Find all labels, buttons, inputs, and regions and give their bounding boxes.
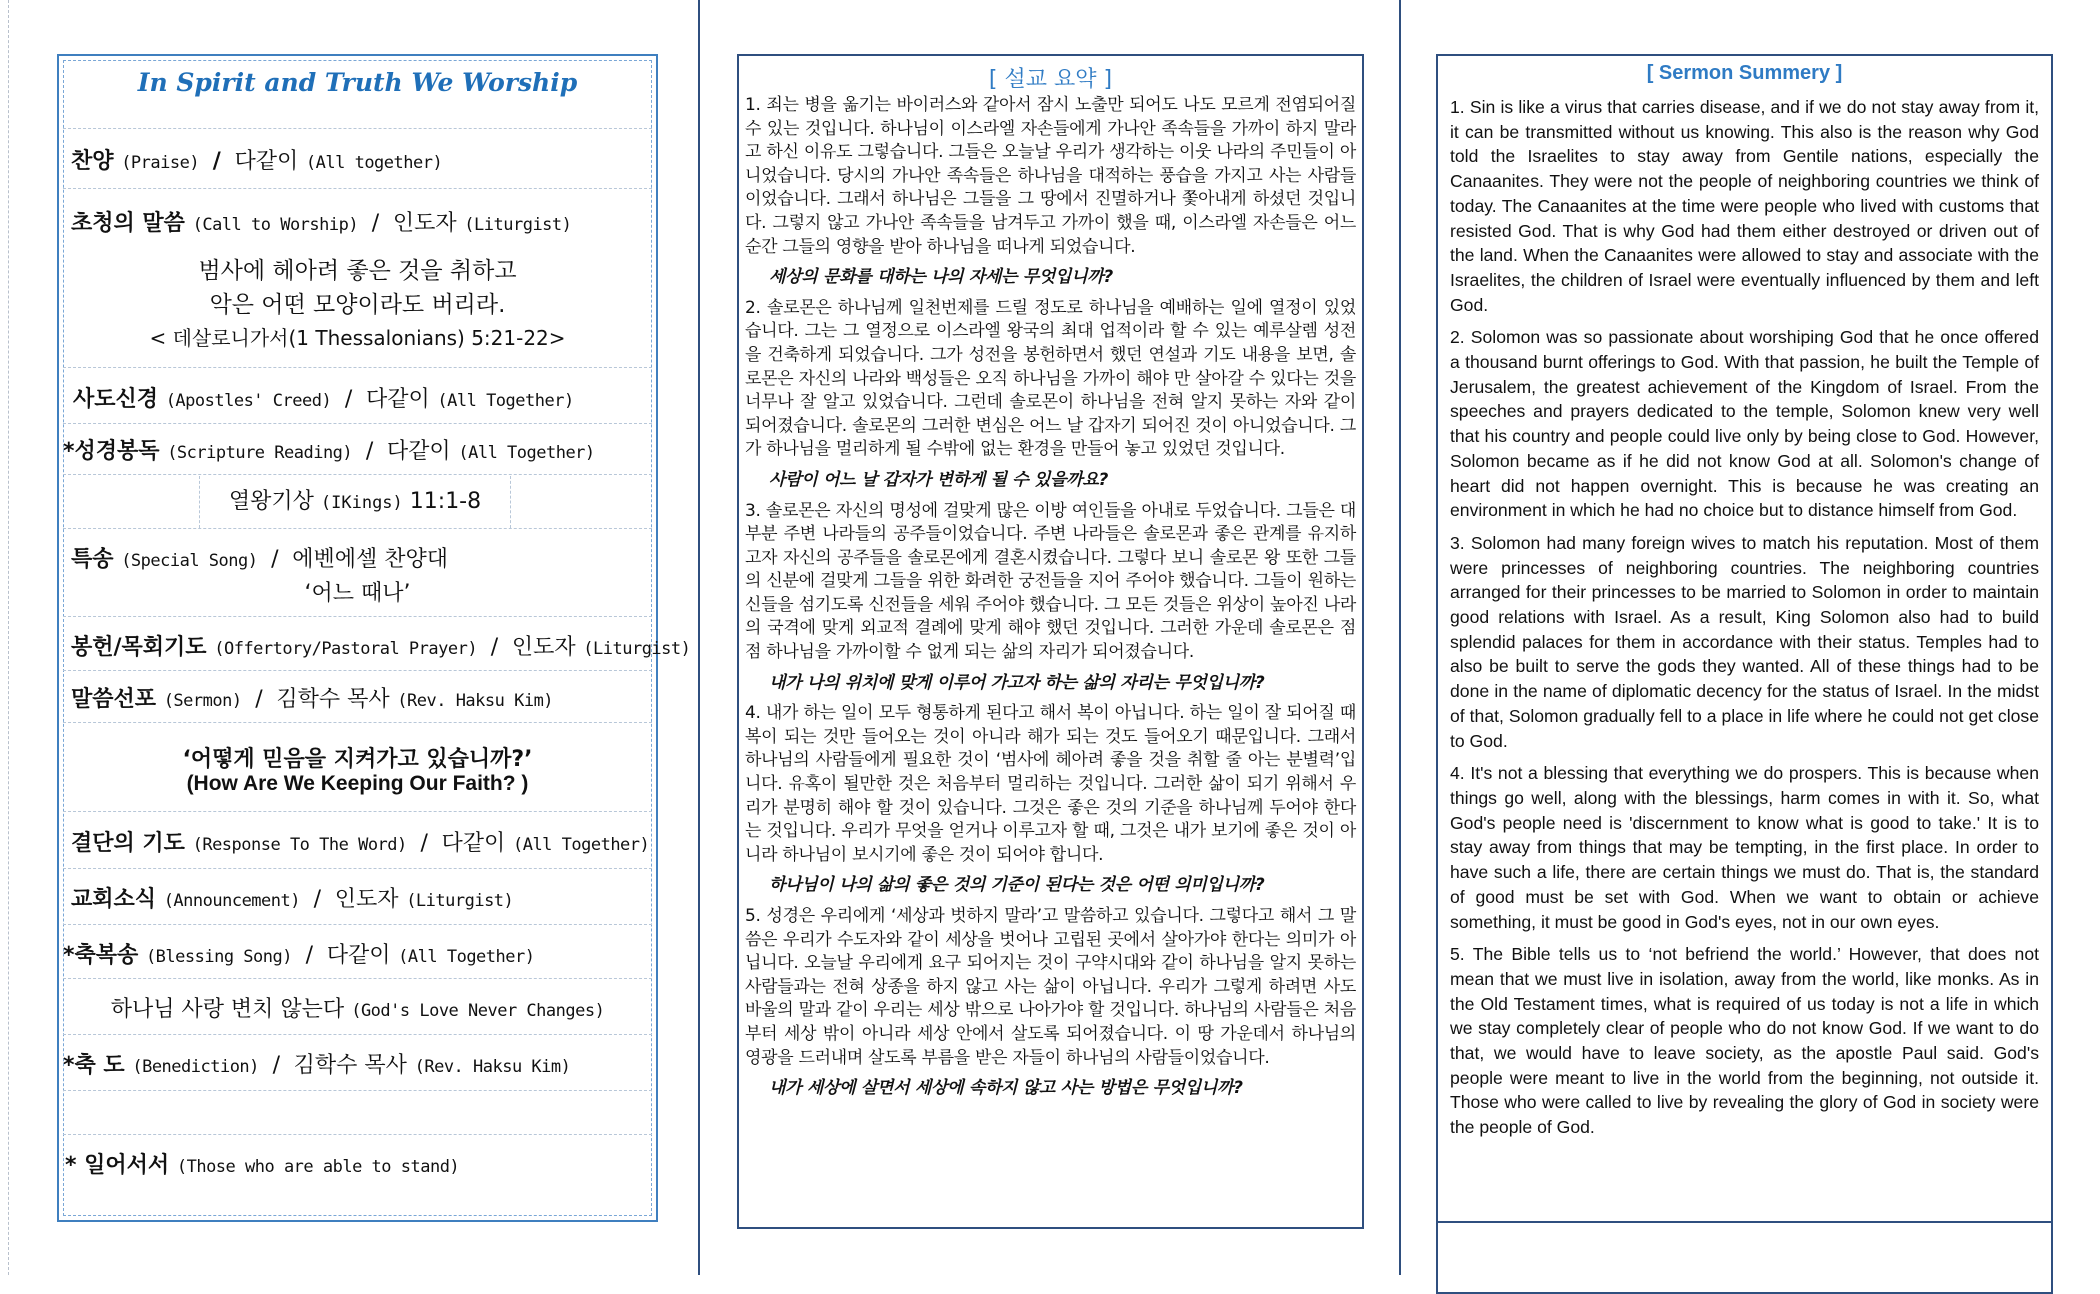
korean-summary-panel [737,54,1364,1229]
creed-leader: 다같이 [365,387,430,412]
creed-label-en: (Apostles' Creed) [165,391,332,411]
english-summary-panel [1436,54,2053,1294]
korean-paragraph-3: 3. 솔로몬은 자신의 명성에 걸맞게 많은 이방 여인들을 아내로 두었습니다. 그들은 대부분 주변 나라들의 공주들이었습니다. 주변 나라들은 솔로몬과 좋은 관계를 유지하고자 자신의 공주들을 솔로몬에게 결혼시켰습니다. 그렇다 보니 솔로몬 왕 또한 그들의 신분에 걸맞게 그들을 위한 화려한 궁전들을 지어 주어야 했습니다. 그들이 원하는 신들을 섬기도록 신전들을 세워 주어야 했습니다. 그 모든 것들은 위상이 높아진 나라의 국격에 맞게 외교적 결례에 맞게 해야 했던 것입니다. 그러한 가운데 솔로몬은 점점 하나님을 가까이할 수 없게 되는 삶의 자리가 되어졌습니다. [745,500,1356,663]
praise-label-en: (Praise) [121,153,200,173]
blessing-song-en: (God's Love Never Changes) [351,1001,605,1021]
special-label-en: (Special Song) [121,551,258,571]
korean-summary-body [745,94,1356,1108]
reading-leader: 다같이 [386,439,451,464]
divider [63,670,652,671]
stand-note-row [65,1148,646,1179]
special-choir: 에벤에셀 찬양대 [292,547,449,572]
reading-label: *성경봉독 [63,439,160,464]
separator: / [490,635,499,660]
scripture-reading-row [63,434,646,465]
reading-label-en: (Scripture Reading) [167,443,353,463]
korean-question-5: 내가 세상에 살면서 세상에 속하지 않고 사는 방법은 무엇입니까? [769,1078,1243,1099]
divider [63,188,652,189]
divider [63,978,652,979]
order-title: In Spirit and Truth We Worship [137,68,578,97]
call-leader: 인도자 [392,211,457,236]
response-label: 결단의 기도 [71,831,185,856]
response-label-en: (Response To The Word) [192,835,407,855]
separator: / [271,547,279,572]
korean-paragraph-2: 2. 솔로몬은 하나님께 일천번제를 드릴 정도로 하나님을 예배하는 일에 열정이 있었습니다. 그는 그 열정으로 이스라엘 왕국의 최대 업적이라 할 수 있는 예루살렘 성전을 건축하게 되었습니다. 그가 성전을 봉헌하면서 했던 연설과 기도 내용을 보면, 솔로몬은 자신의 나라와 백성들은 오직 하나님을 가까이 해야 만 살아갈 수 있다는 것을 너무나 잘 알고 있었습니다. 그런데 솔로몬이 하나님을 전혀 알지 못하는 자와 같이 되어졌습니다. 솔로몬의 그러한 변심은 어느 날 갑자기 되어진 것이 아니었습니다. 그가 하나님을 멀리하게 될 수밖에 없는 환경을 만들어 놓고 있었던 것입니다. [745,297,1356,460]
separator: / [365,439,374,464]
sermon-label: 말씀선포 [71,687,157,712]
divider [63,528,652,529]
passage-ref: 11:1-8 [409,489,482,514]
separator: / [212,149,221,174]
reading-leader-en: (All Together) [458,443,595,463]
offertory-leader: 인도자 [511,635,576,660]
sermon-row [71,682,646,713]
blessing-label: *축복송 [63,943,139,968]
english-paragraph-4: 4. It's not a blessing that everything we do prospers. This is because when things go well, along with the blessings, harm comes in with it. So, what God's people need is 'discernment to know what is good to take.' It is to stay away from things that may be tempting, in the first place. In order to have such a life, there are certain things we must do. That is, the standard of good must be set with God. When we want to obtain or achieve something, it must be good in God's eyes, not in our own eyes. [1450,763,2039,932]
sermon-title-en: (How Are We Keeping Our Faith? ) [186,772,529,795]
column-divider-2 [1399,0,1401,1275]
announce-leader-en: (Liturgist) [406,891,514,911]
separator: / [420,831,428,856]
sermon-label-en: (Sermon) [163,691,242,711]
scripture-passage [199,476,511,528]
sermon-title-ko: ‘어떻게 믿음을 지켜가고 있습니까?’ [182,747,533,772]
divider [63,423,652,424]
passage-book: 열왕기상 [228,489,314,514]
divider [63,1090,652,1091]
benediction-label-en: (Benediction) [132,1057,259,1077]
english-paragraph-5: 5. The Bible tells us to ‘not befriend the world.’ However, that does not mean that we must live in isolation, away from the world, like monks. As in the Old Testament times, what is required of us today is not a life in which we stay completely clear of people who do not know God. If we want to do that, we would have to leave society, as the apostle Paul said. God's people were meant to live in the world from the beginning, not outside it. Those who were called to live by revealing the glory of God in society were the people of God. [1450,944,2039,1138]
korean-paragraph-1: 1. 죄는 병을 옮기는 바이러스와 같아서 잠시 노출만 되어도 나도 모르게 전염되어질 수 있는 것입니다. 하나님이 이스라엘 자손들에게 가나안 족속들을 가까이 하지 말라고 하신 이유도 그렇습니다. 그들은 오늘날 우리가 생각하는 이웃 나라의 주민들이 아니었습니다. 당시의 가나안 족속들은 하나님을 대적하는 풍습을 가지고 사는 사람들이었습니다. 그래서 하나님은 그들을 그 땅에서 진멸하거나 쫓아내게 하셨던 것입니다. 그렇지 않고 가나안 족속들을 남겨두고 가까이 했을 때, 이스라엘 자손들은 어느 순간 그들의 영향을 받아 하나님을 떠나게 되었습니다. [745,95,1356,257]
call-leader-en: (Liturgist) [464,215,572,235]
english-summary-body [1450,95,2039,1148]
response-leader-en: (All Together) [512,835,650,855]
praise-label: 찬양 [71,149,114,174]
response-row [71,826,650,857]
call-to-worship-row [71,206,646,237]
divider [63,868,652,869]
english-paragraph-1: 1. Sin is like a virus that carries disease, and if we do not stay away from it, it can be transmitted without us knowing. This also is the reason why God told the Israelites to stay away from Gentile nations, especially the Canaanites. They were not the people of neighboring countries we think of today. The Canaanites at the time were people who lived with customs that resisted God. That is why God had them either destroyed or driven out of the land. When the Canaanites were allowed to stay and associate with the Israelites, the children of Israel were eventually influenced by them and left God. [1450,97,2039,315]
divider [63,1134,652,1135]
announce-leader: 인도자 [334,887,399,912]
divider [63,128,652,129]
english-paragraph-2: 2. Solomon was so passionate about worshiping God that he once offered a thousand burnt offerings to God. With that passion, he built the Temple of Jerusalem, the greatest achievement of the Kingdom of Israel. From the speeches and prayers dedicated to the temple, Solomon knew very well that his country and people could live only by being close to God. However, Solomon became as if he did not know God at all. Solomon's change of heart did not happen overnight. This is because he was creating an environment in which he had no choice but to distance himself from God. [1450,327,2039,521]
sermon-preacher-en: (Rev. Haksu Kim) [397,691,554,711]
announce-label: 교회소식 [71,887,157,912]
separator: / [344,387,353,412]
separator: / [255,687,263,712]
korean-summary-title: [ 설교 요약 ] [988,67,1113,92]
offertory-row [71,630,691,661]
separator: / [313,887,322,912]
special-label: 특송 [71,547,114,572]
korean-paragraph-5: 5. 성경은 우리에게 ‘세상과 벗하지 말라’고 말씀하고 있습니다. 그렇다고 해서 그 말씀은 우리가 수도자와 같이 세상을 벗어나 고립된 곳에서 살아가야 한다는 의미가 아닙니다. 오늘날 우리에게 요구 되어지는 것이 구약시대와 같이 하나님을 알지 못하는 사람들과는 전혀 상종을 하지 않고 사는 삶이 아닙니다. 우리가 그렇게 하려면 사도 바울의 말과 같이 우리는 세상 밖으로 나아가야 할 것입니다. 하나님의 사람들은 처음부터 세상 밖이 아니라 세상 안에서 살도록 되어졌습니다. 이 땅 가운데서 하나님의 영광을 드러내며 살도록 부름을 받은 자들이 하나님의 사람들이었습니다. [745,906,1356,1068]
stand-note-en: (Those who are able to stand) [176,1157,460,1177]
special-song-row [71,542,646,573]
call-verse-reference: < 데살로니가서(1 Thessalonians) 5:21-22> [149,326,566,350]
divider [63,811,652,812]
passage-book-en: (IKings) [320,493,403,513]
call-label-en: (Call to Worship) [192,215,359,235]
page-edge-left [8,0,9,1275]
korean-paragraph-4: 4. 내가 하는 일이 모두 형통하게 된다고 해서 복이 아닙니다. 하는 일이 잘 되어질 때 복이 되는 것만 들어오는 것이 아니라 해가 되는 것도 들어오기 때문입니다. 그래서 하나님의 사람들에게 필요한 것이 ‘범사에 헤아려 좋을 것을 취할 줄 아는 분별력’입니다. 유혹이 될만한 것은 처음부터 멀리하는 것입니다. 그러한 삶이 되기 위해서 우리가 분명히 해야 할 것이 있습니다. 그것은 좋은 것의 기준을 하나님께 두어야 한다는 것입니다. 우리가 무엇을 얻거나 이루고자 할 때, 그것은 내가 보기에 좋은 것이 아니라 하나님이 보시기에 좋은 것이 되어야 합니다. [745,703,1356,865]
korean-question-3: 내가 나의 위치에 맞게 이루어 가고자 하는 삶의 자리는 무엇입니까? [769,672,1265,693]
blessing-song-title [59,992,656,1023]
call-verse-line-1: 범사에 헤아려 좋은 것을 취하고 [198,258,517,284]
korean-question-4: 하나님이 나의 삶의 좋은 것의 기준이 된다는 것은 어떤 의미입니까? [769,875,1265,896]
special-song-title: ‘어느 때나’ [304,581,411,606]
call-verse-line-2: 악은 어떤 모양이라도 버리라. [209,292,506,318]
order-of-worship-panel [57,54,691,1222]
korean-question-1: 세상의 문화를 대하는 나의 자세는 무엇입니까? [769,267,1113,288]
sermon-preacher: 김학수 목사 [276,687,390,712]
offertory-label: 봉헌/목회기도 [71,635,207,660]
blessing-song-row [63,938,646,969]
blessing-leader: 다같이 [326,943,391,968]
divider [63,616,652,617]
benediction-pastor-en: (Rev. Haksu Kim) [414,1057,571,1077]
announce-label-en: (Announcement) [163,891,300,911]
benediction-label: *축 도 [63,1053,125,1078]
creed-row [73,382,646,413]
benediction-row [63,1048,646,1079]
call-label: 초청의 말씀 [71,211,185,236]
creed-leader-en: (All Together) [437,391,574,411]
separator: / [305,943,314,968]
divider [63,474,652,475]
divider [63,924,652,925]
divider [63,1034,652,1035]
korean-question-2: 사람이 어느 날 갑자가 변하게 될 수 있을까요? [769,469,1109,490]
blessing-label-en: (Blessing Song) [145,947,292,967]
response-leader: 다같이 [441,831,506,856]
english-paragraph-3: 3. Solomon had many foreign wives to match his reputation. Most of them were princesses of neighboring countries. The neighboring countries arranged for their princesses to be married to Solomon in order to maintain good relations with Israel. As a result, King Solomon also had to build splendid palaces for them in accordance with their status. Temples had to also be built to serve the gods they wanted. All of these things had to be done in the name of diplomatic decency for the status of Israel. In the midst of that, Solomon gradually fell to a place in life where he could not get close to God. [1450,532,2039,751]
benediction-pastor: 김학수 목사 [293,1053,407,1078]
english-summary-title: [ Sermon Summery ] [1646,62,1843,84]
separator: / [371,211,380,236]
english-panel-divider [1436,1221,2053,1223]
blessing-song-ko: 하나님 사랑 변치 않는다 [110,997,345,1022]
praise-leader: 다같이 [234,149,299,174]
creed-label: 사도신경 [73,387,159,412]
separator: / [272,1053,280,1078]
offertory-label-en: (Offertory/Pastoral Prayer) [214,639,478,659]
divider [63,722,652,723]
stand-note-label: * 일어서서 [65,1153,170,1178]
announcement-row [71,882,646,913]
offertory-leader-en: (Liturgist) [583,639,691,659]
divider [63,367,652,368]
praise-row [71,144,646,175]
column-divider-1 [698,0,700,1275]
praise-leader-en: (All together) [305,153,443,173]
blessing-leader-en: (All Together) [398,947,535,967]
